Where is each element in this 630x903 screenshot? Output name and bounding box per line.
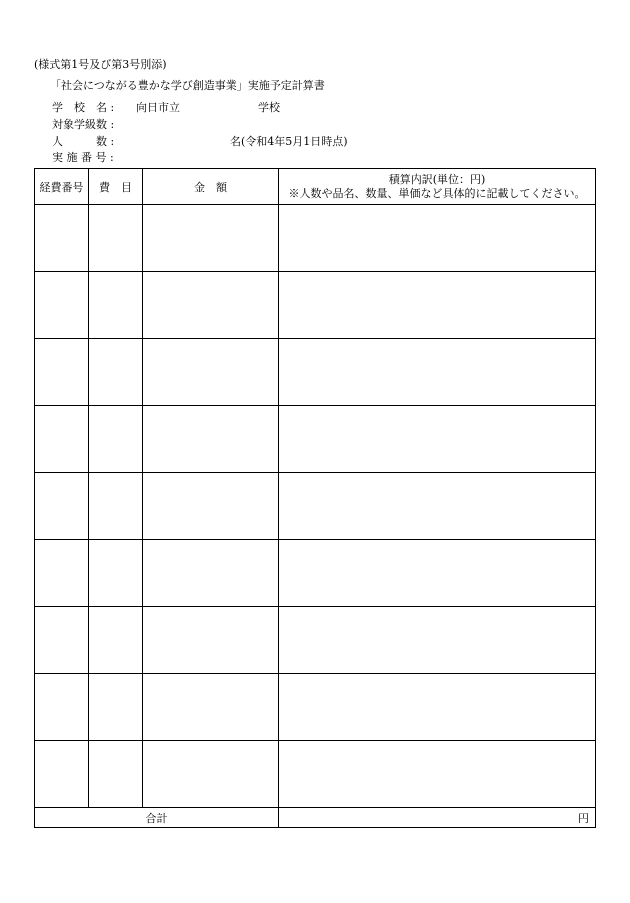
- school-name-suffix: 学校: [258, 101, 280, 114]
- expense-no-cell[interactable]: [35, 674, 89, 741]
- total-amount-cell[interactable]: 円: [279, 808, 596, 828]
- item-cell[interactable]: [89, 674, 143, 741]
- col-amount-header: 金 額: [143, 169, 279, 205]
- table-row: [35, 741, 596, 808]
- school-name-value[interactable]: 向日市立: [136, 101, 180, 114]
- breakdown-cell[interactable]: [279, 741, 596, 808]
- amount-cell[interactable]: [143, 272, 279, 339]
- table-row: [35, 339, 596, 406]
- breakdown-cell[interactable]: [279, 473, 596, 540]
- people-count-label: 人 数 :: [52, 135, 115, 148]
- col-expense-no-header: 経費番号: [35, 169, 89, 205]
- col-breakdown-note: ※人数や品名、数量、単価など具体的に記載してください。: [288, 186, 586, 200]
- table-row: [35, 272, 596, 339]
- breakdown-cell[interactable]: [279, 406, 596, 473]
- document-title: 「社会につながる豊かな学び創造事業」実施予定計算書: [50, 79, 325, 92]
- expense-no-cell[interactable]: [35, 540, 89, 607]
- breakdown-cell[interactable]: [279, 272, 596, 339]
- breakdown-cell[interactable]: [279, 540, 596, 607]
- total-row: [35, 808, 596, 828]
- table-row: [35, 473, 596, 540]
- amount-cell[interactable]: [143, 607, 279, 674]
- implementation-number-label: 実 施 番 号 :: [52, 151, 114, 164]
- amount-cell[interactable]: [143, 741, 279, 808]
- item-cell[interactable]: [89, 406, 143, 473]
- breakdown-cell[interactable]: [279, 607, 596, 674]
- item-cell[interactable]: [89, 272, 143, 339]
- expense-no-cell[interactable]: [35, 473, 89, 540]
- table-row: [35, 540, 596, 607]
- target-classes-label: 対象学級数 :: [52, 118, 115, 131]
- school-name-label: 学 校 名 :: [52, 101, 115, 114]
- table-row: [35, 607, 596, 674]
- expense-no-cell[interactable]: [35, 205, 89, 272]
- breakdown-cell[interactable]: [279, 205, 596, 272]
- breakdown-cell[interactable]: [279, 339, 596, 406]
- col-breakdown-header: [279, 169, 596, 205]
- expense-no-cell[interactable]: [35, 741, 89, 808]
- breakdown-cell[interactable]: [279, 674, 596, 741]
- table-header-row: [35, 169, 596, 205]
- people-count-value[interactable]: 名(令和4年5月1日時点): [230, 135, 348, 148]
- item-cell[interactable]: [89, 741, 143, 808]
- item-cell[interactable]: [89, 205, 143, 272]
- col-item-header: 費 目: [89, 169, 143, 205]
- amount-cell[interactable]: [143, 406, 279, 473]
- col-breakdown-title: 積算内訳(単位：円): [388, 172, 486, 186]
- amount-cell[interactable]: [143, 540, 279, 607]
- item-cell[interactable]: [89, 540, 143, 607]
- item-cell[interactable]: [89, 339, 143, 406]
- expense-no-cell[interactable]: [35, 607, 89, 674]
- item-cell[interactable]: [89, 473, 143, 540]
- table-row: [35, 674, 596, 741]
- amount-cell[interactable]: [143, 339, 279, 406]
- amount-cell[interactable]: [143, 205, 279, 272]
- form-reference: (様式第1号及び第3号別添): [34, 58, 167, 71]
- expense-no-cell[interactable]: [35, 272, 89, 339]
- amount-cell[interactable]: [143, 674, 279, 741]
- table-row: [35, 406, 596, 473]
- amount-cell[interactable]: [143, 473, 279, 540]
- item-cell[interactable]: [89, 607, 143, 674]
- budget-table: [34, 168, 596, 828]
- expense-no-cell[interactable]: [35, 406, 89, 473]
- table-row: [35, 205, 596, 272]
- total-label: 合計: [35, 808, 279, 828]
- expense-no-cell[interactable]: [35, 339, 89, 406]
